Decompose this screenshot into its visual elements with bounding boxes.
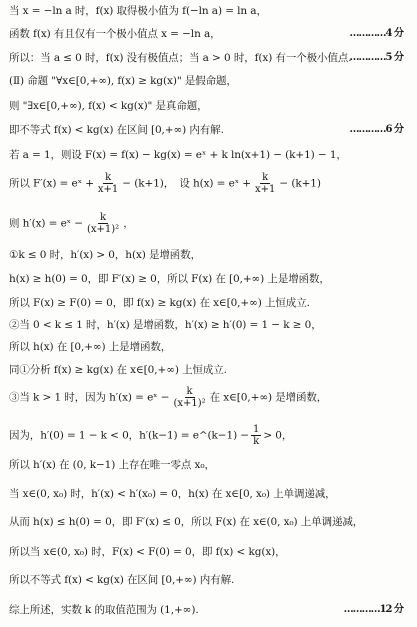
score-marker: …………5 分 — [349, 52, 403, 63]
line-text: 当 x = −ln a 时，f(x) 取得极小值为 f(−ln a) = ln a， — [9, 5, 267, 17]
fraction-numerator: k — [105, 172, 112, 183]
line-text: 在 x∈[0,+∞) 是增函数， — [209, 391, 328, 404]
solution-line — [9, 573, 411, 587]
solution-line — [9, 74, 411, 88]
line-text: ①k ≤ 0 时，h′(x) > 0，h(x) 是增函数， — [9, 249, 201, 261]
score-marker: …………4 分 — [349, 28, 403, 39]
line-text: ， — [123, 217, 134, 230]
line-text: 同①分析 f(x) ≥ kg(x) 在 x∈[0,+∞) 上恒成立. — [9, 364, 227, 376]
solution-line — [9, 458, 411, 472]
solution-line-case1 — [9, 248, 411, 262]
solution-line — [9, 27, 411, 41]
score-marker: …………12 分 — [343, 604, 403, 615]
line-text: 所以 F′(x) = eˣ + — [9, 177, 94, 190]
line-text: − (k+1)， 设 h(x) = eˣ + — [122, 177, 252, 190]
solution-line-case1-cont — [9, 272, 411, 286]
line-text: 所以 F(x) ≥ F(0) = 0，即 f(x) ≥ kg(x) 在 x∈[0,+∞) 上恒成立. — [9, 297, 310, 309]
solution-line — [9, 318, 411, 332]
solution-line — [9, 148, 411, 162]
line-text: 所以 h′(x) 在 (0, k−1) 上存在唯一零点 x₀， — [9, 459, 215, 471]
line-text: 则 h′(x) = eˣ − — [9, 217, 83, 230]
solution-line-case3 — [9, 386, 411, 409]
solution-line — [9, 603, 411, 617]
fraction-denominator: x+1 — [255, 184, 276, 195]
solution-line-endpoints — [9, 424, 411, 447]
score-marker: …………6 分 — [349, 124, 403, 135]
fraction — [253, 172, 277, 195]
solution-line — [9, 4, 411, 18]
fraction-numerator: 1 — [253, 424, 260, 435]
line-text: 因为，h′(0) = 1 − k < 0，h′(k−1) = e^(k−1) − — [9, 429, 249, 442]
line-text: 所以不等式 f(x) < kg(x) 在区间 [0,+∞) 内有解. — [9, 574, 235, 586]
fraction — [85, 212, 121, 235]
line-text: ③当 k > 1 时，因为 h′(x) = eˣ − — [9, 391, 170, 404]
solution-line — [9, 296, 411, 310]
line-text: − (k+1) — [279, 177, 321, 190]
fraction-denominator: x+1 — [97, 184, 119, 195]
fraction-numerator: k — [262, 172, 269, 183]
line-text: 所以：当 a ≤ 0 时，f(x) 没有极值点；当 a > 0 时，f(x) 有一个极小值点. — [9, 52, 352, 64]
line-text: 综上所述，实数 k 的取值范围为 (1,+∞). — [9, 604, 199, 616]
solution-line-second-derivative — [9, 212, 411, 235]
line-text: (Ⅱ) 命题 "∀x∈[0,+∞), f(x) ≥ kg(x)" 是假命题， — [9, 75, 237, 87]
solution-line — [9, 51, 411, 65]
solution-line — [9, 123, 411, 137]
fraction-denominator: (x+1)² — [86, 224, 120, 235]
line-text: 当 x∈(0, x₀) 时，h′(x) < h′(x₀) = 0，h(x) 在 x∈[0, x₀) 上单调递减， — [9, 488, 336, 500]
line-text: > 0， — [263, 429, 293, 442]
solution-line — [9, 363, 411, 377]
solution-line — [9, 99, 411, 113]
line-text: 所以 h(x) 在 [0,+∞) 上是增函数， — [9, 341, 172, 353]
fraction-numerator: k — [100, 212, 107, 223]
fraction-numerator: k — [186, 386, 193, 397]
solution-line — [9, 487, 411, 501]
line-text: h(x) ≥ h(0) = 0，即 F′(x) ≥ 0，所以 F(x) 在 [0,+∞) 上是增函数， — [9, 273, 330, 285]
line-text: 若 a = 1，则设 F(x) = f(x) − kg(x) = eˣ + k ln(x+1) − (k+1) − 1， — [9, 149, 347, 161]
fraction-denominator: (x+1)² — [173, 398, 206, 409]
solution-line — [9, 545, 411, 559]
fraction — [171, 386, 207, 409]
line-text: 从而 h(x) ≤ h(0) = 0，即 F′(x) ≤ 0，所以 F(x) 在 x∈(0, x₀) 上单调递减， — [9, 516, 364, 528]
fraction-denominator: k — [253, 436, 260, 447]
solution-line — [9, 515, 411, 529]
fraction — [96, 172, 120, 195]
line-text: 函数 f(x) 有且仅有一个极小值点 x = −ln a， — [9, 28, 221, 40]
fraction — [251, 424, 261, 447]
solution-line-derivative — [9, 172, 411, 195]
line-text: 则 "∃x∈[0,+∞), f(x) < kg(x)" 是真命题， — [9, 100, 208, 112]
solution-line — [9, 340, 411, 354]
line-text: 即不等式 f(x) < kg(x) 在区间 [0,+∞) 内有解. — [9, 124, 224, 136]
line-text: ②当 0 < k ≤ 1 时，h′(x) 是增函数，h′(x) ≥ h′(0) = 1 − k ≥ 0， — [9, 319, 322, 331]
line-text: 所以当 x∈(0, x₀) 时，F(x) < F(0) = 0，即 f(x) < kg(x)， — [9, 546, 286, 558]
